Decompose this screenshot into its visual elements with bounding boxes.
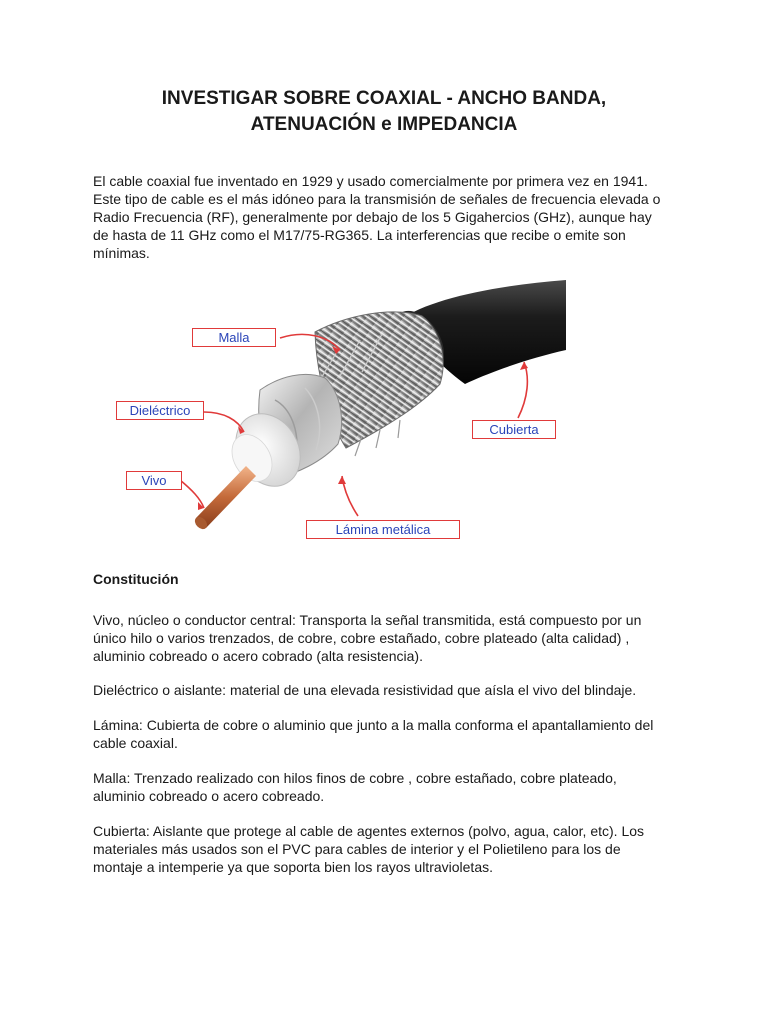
title-line-2: ATENUACIÓN e IMPEDANCIA: [250, 114, 518, 135]
arrow-cubierta: [518, 362, 527, 418]
intro-line: de hasta de 11 GHz como el M17/75-RG365. La interferencias que recibe o emite son: [93, 227, 626, 243]
paragraph-line: Malla: Trenzado realizado con hilos finos de cobre , cobre estañado, cobre plateado,: [93, 770, 617, 786]
intro-line: mínimas.: [93, 245, 150, 261]
paragraph-line: montaje a intemperie ya que soporta bien los rayos ultravioletas.: [93, 859, 493, 875]
title-line-1: INVESTIGAR SOBRE COAXIAL - ANCHO BANDA,: [161, 88, 607, 109]
intro-line: El cable coaxial fue inventado en 1929 y usado comercialmente por primera vez en 1941.: [93, 173, 648, 189]
paragraph-line: único hilo o varios trenzados, de cobre, cobre estañado, cobre plateado (alta calidad) ,: [93, 630, 630, 646]
paragraph-line: Vivo, núcleo o conductor central: Transporta la señal transmitida, está compuesto por un: [93, 612, 642, 628]
paragraph-line: Dieléctrico o aislante: material de una elevada resistividad que aísla el vivo del blindaje.: [93, 682, 637, 698]
section-heading-constitucion: Constitución: [93, 571, 179, 587]
paragraph-line: Lámina: Cubierta de cobre o aluminio que junto a la malla conforma el apantallamiento del: [93, 717, 654, 733]
label-dielectrico: Dieléctrico: [116, 401, 204, 420]
intro-paragraph: [93, 172, 693, 262]
paragraph-line: aluminio cobreado o acero cobrado (alta resistencia).: [93, 648, 423, 664]
paragraph-vivo: [93, 611, 693, 665]
paragraph-lamina: [93, 716, 693, 752]
paragraph-malla: [93, 769, 693, 805]
paragraph-line: Cubierta: Aislante que protege al cable de agentes externos (polvo, agua, calor, etc). Los: [93, 823, 645, 839]
coaxial-cable-figure: [100, 280, 566, 548]
page-title: [60, 86, 708, 138]
paragraph-dielectrico: [93, 681, 693, 699]
label-malla: Malla: [192, 328, 276, 347]
intro-line: Este tipo de cable es el más idóneo para la transmisión de señales de frecuencia elevada o: [93, 191, 661, 207]
paragraph-line: cable coaxial.: [93, 735, 178, 751]
intro-line: Radio Frecuencia (RF), generalmente por debajo de los 5 Gigahercios (GHz), aunque hay: [93, 209, 652, 225]
arrow-vivo: [180, 480, 204, 508]
label-vivo: Vivo: [126, 471, 182, 490]
paragraph-cubierta: [93, 822, 693, 876]
paragraph-line: aluminio cobreado o acero cobreado.: [93, 788, 325, 804]
label-lamina: Lámina metálica: [306, 520, 460, 539]
label-cubierta: Cubierta: [472, 420, 556, 439]
paragraph-line: materiales más usados son el PVC para cables de interior y el Polietileno para los de: [93, 841, 621, 857]
cable-core: [196, 466, 256, 528]
